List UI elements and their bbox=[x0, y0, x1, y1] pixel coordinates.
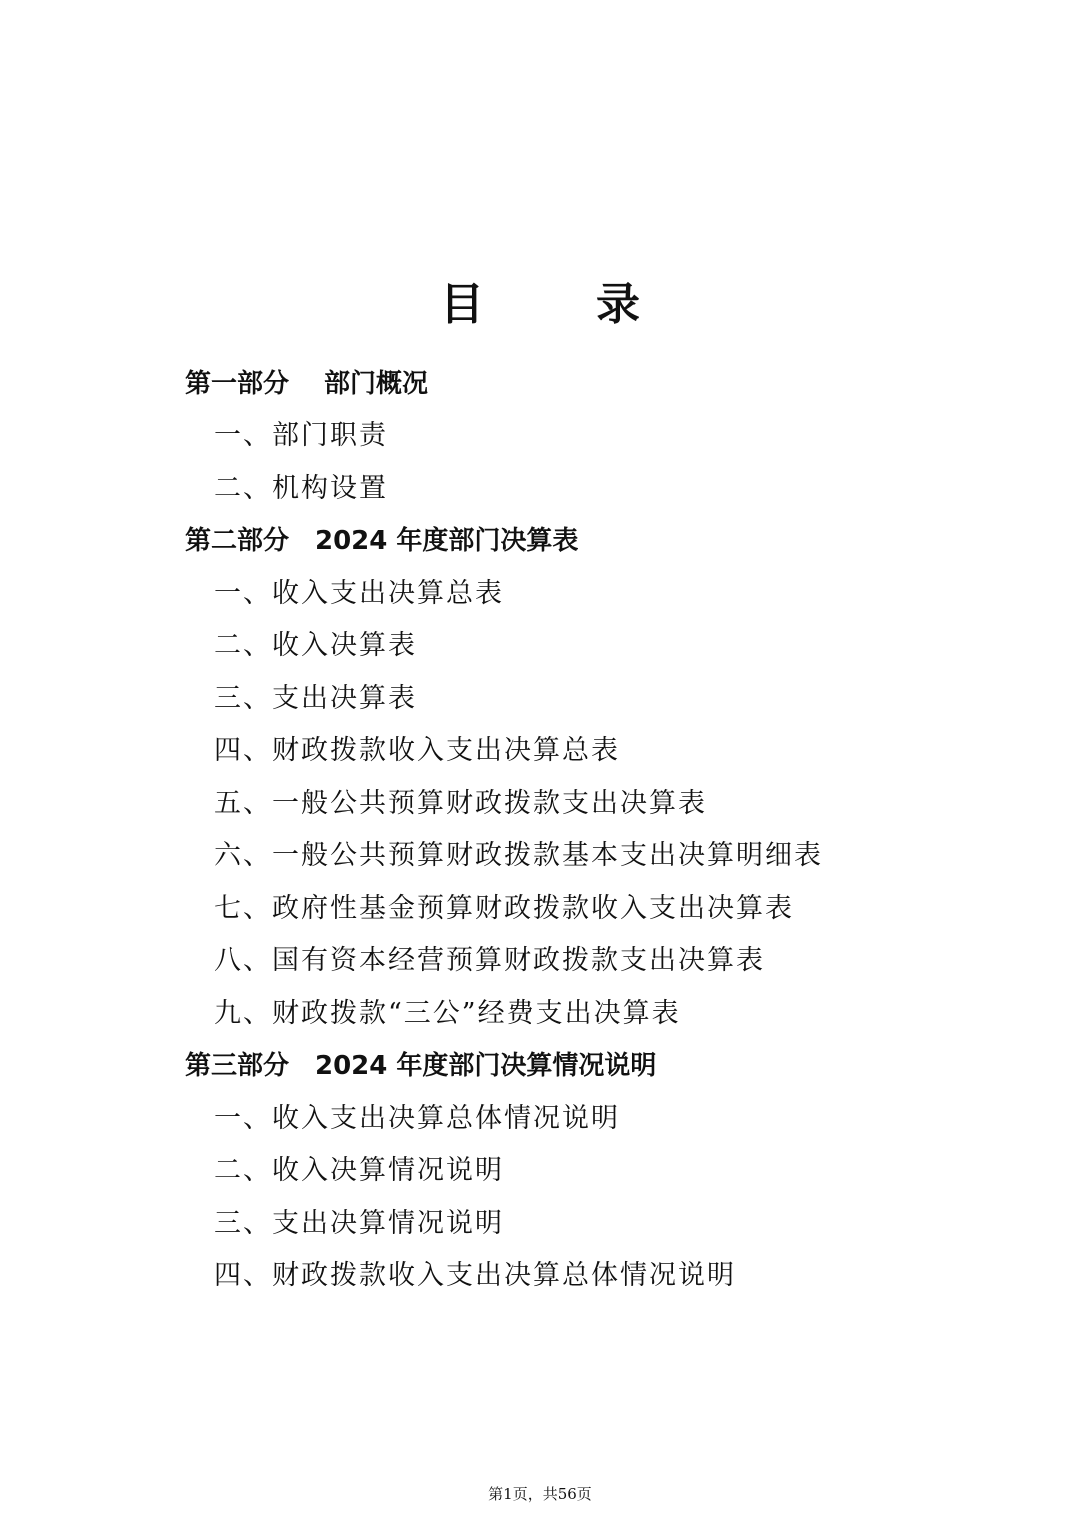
toc-item: 四、财政拨款收入支出决算总体情况说明 bbox=[214, 1260, 736, 1291]
page-number-footer: 第1页，共56页 bbox=[488, 1485, 592, 1503]
toc-item: 二、机构设置 bbox=[214, 473, 388, 504]
toc-item: 九、财政拨款“三公”经费支出决算表 bbox=[214, 998, 681, 1029]
toc-item: 三、支出决算情况说明 bbox=[214, 1208, 504, 1239]
toc-item: 一、收入支出决算总体情况说明 bbox=[214, 1103, 620, 1134]
toc-item: 四、财政拨款收入支出决算总表 bbox=[214, 735, 620, 766]
toc-item: 二、收入决算情况说明 bbox=[214, 1155, 504, 1186]
toc-item: 三、支出决算表 bbox=[214, 683, 417, 714]
page-title: 目 录 bbox=[440, 279, 674, 330]
toc-item: 二、收入决算表 bbox=[214, 630, 417, 661]
toc-item: 八、国有资本经营预算财政拨款支出决算表 bbox=[214, 945, 765, 976]
toc-part-2: 第二部分 2024 年度部门决算表 bbox=[185, 526, 579, 556]
toc-item: 六、一般公共预算财政拨款基本支出决算明细表 bbox=[214, 840, 823, 871]
toc-item: 一、部门职责 bbox=[214, 420, 388, 451]
toc-item: 一、收入支出决算总表 bbox=[214, 578, 504, 609]
toc-part-3: 第三部分 2024 年度部门决算情况说明 bbox=[185, 1051, 657, 1081]
toc-item: 七、政府性基金预算财政拨款收入支出决算表 bbox=[214, 893, 794, 924]
toc-item: 五、一般公共预算财政拨款支出决算表 bbox=[214, 788, 707, 819]
toc-part-1: 第一部分 部门概况 bbox=[185, 369, 429, 399]
